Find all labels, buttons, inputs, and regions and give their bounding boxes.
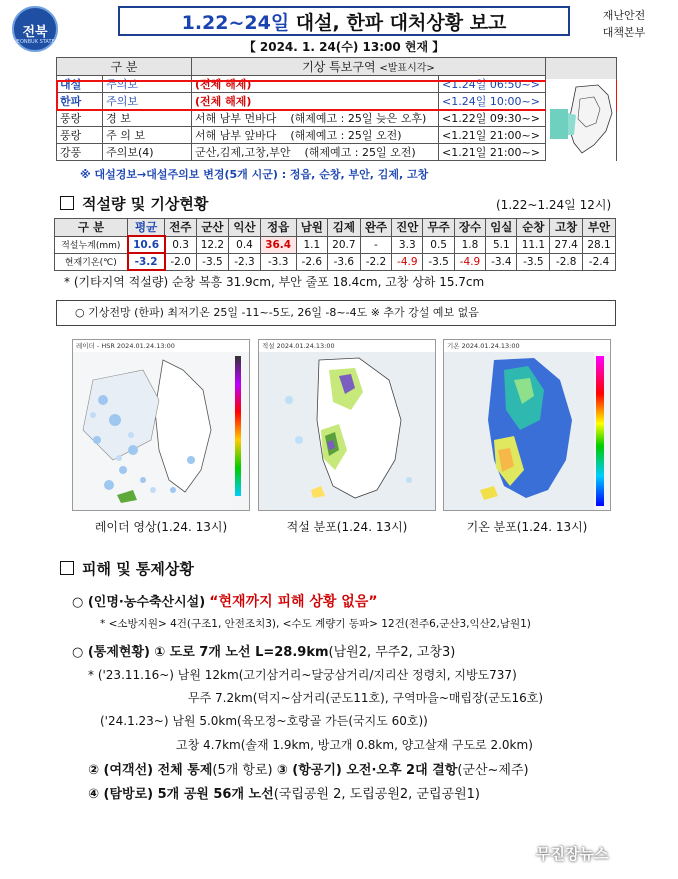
alert-level: 주의보 <box>103 93 192 110</box>
alert-time: <1.21일 21:00~> <box>439 144 546 161</box>
table-row <box>57 93 617 110</box>
alert-note: (해제예고 : 25일 오전) <box>304 146 416 159</box>
column-header: 부안 <box>583 219 616 237</box>
table-header-row <box>55 219 616 237</box>
table-cell: 27.4 <box>550 236 583 253</box>
agency-logo <box>12 6 58 52</box>
table-cell: 12.2 <box>196 236 229 253</box>
column-header: 구 분 <box>55 219 128 237</box>
row-label: 적설누계(mm) <box>55 236 128 253</box>
column-header: 평균 <box>128 219 165 237</box>
table-row <box>57 127 617 144</box>
alert-area <box>192 110 439 127</box>
image-label: 레이더 - HSR 2024.01.24.13:00 <box>73 340 249 352</box>
checkbox-square-icon <box>60 196 74 210</box>
column-header: 고창 <box>550 219 583 237</box>
alert-area <box>192 127 439 144</box>
snow-period: (1.22~1.24일 12시) <box>496 198 612 212</box>
table-row <box>57 76 617 93</box>
section-title: 적설량 및 기상현황 <box>82 195 209 213</box>
damage-status: “현재까지 피해 상황 없음” <box>209 594 378 610</box>
temperature-caption: 기온 분포(1.24. 13시) <box>466 520 588 534</box>
snowfall-distribution-image <box>258 339 436 511</box>
table-cell: 0.3 <box>165 236 196 253</box>
logo-text: 전북 <box>22 25 48 40</box>
table-cell: 1.1 <box>296 236 327 253</box>
road-closure-muju: 무주 7.2km(덕지~삼거리(군도11호), 구역마을~매립장(군도16호) <box>188 691 544 705</box>
radar-map-graphic <box>73 340 250 511</box>
alert-area-text: 서해 남부 앞바다 <box>195 129 277 142</box>
column-header: 남원 <box>296 219 327 237</box>
alert-type: 대설 <box>57 76 103 93</box>
watermark: 무진장뉴스 <box>536 845 609 863</box>
ferry-routes: (5개 항로) <box>212 763 273 778</box>
road-closure-gochang: 고창 4.7km(솔재 1.9km, 방고개 0.8km, 양고살재 구도로 2.0km) <box>176 738 533 752</box>
table-cell: 0.5 <box>423 236 454 253</box>
temperature-distribution-image <box>443 339 611 511</box>
alert-level: 주 의 보 <box>103 127 192 144</box>
column-header: 익산 <box>229 219 260 237</box>
alert-level: 주의보(4) <box>103 144 192 161</box>
snowfall-temperature-table <box>54 218 616 271</box>
table-cell: - <box>360 236 391 253</box>
section-damage-control <box>60 558 194 579</box>
title-dates: 1.22~24일 <box>181 12 290 34</box>
table-cell: 36.4 <box>260 236 296 253</box>
column-header: 김제 <box>327 219 360 237</box>
snowfall-caption: 적설 분포(1.24. 13시) <box>286 520 408 534</box>
alert-type: 풍랑 <box>57 127 103 144</box>
department-line1: 재난안전 <box>602 9 646 22</box>
table-cell: 5.1 <box>486 236 517 253</box>
alert-note: (해제예고 : 25일 오전) <box>290 129 402 142</box>
temperature-map-graphic <box>444 340 611 511</box>
table-row <box>57 110 617 127</box>
title-text: 대설, 한파 대처상황 보고 <box>289 12 507 34</box>
image-label: 적설 2024.01.24.13:00 <box>259 340 435 352</box>
column-header: 정읍 <box>260 219 296 237</box>
table-cell: 1.8 <box>454 236 485 253</box>
column-header: 임실 <box>486 219 517 237</box>
table-cell: -3.5 <box>517 253 550 270</box>
alert-region-map <box>546 79 616 161</box>
alert-time: <1.21일 21:00~> <box>439 127 546 144</box>
alert-time: <1.22일 09:30~> <box>439 110 546 127</box>
flight-status: ③ (항공기) 오전·오후 2대 결항 <box>276 763 458 778</box>
table-cell: 0.4 <box>229 236 260 253</box>
table-cell: -2.6 <box>296 253 327 270</box>
alert-time: <1.24일 10:00~> <box>439 93 546 110</box>
table-cell: -2.3 <box>229 253 260 270</box>
table-cell: 20.7 <box>327 236 360 253</box>
alert-type: 한파 <box>57 93 103 110</box>
column-header: 진안 <box>392 219 423 237</box>
logo-subtext: JEONBUK STATE <box>15 39 55 45</box>
report-title <box>118 6 570 36</box>
control-label: ○ (통제현황) <box>72 645 150 660</box>
alert-area-text: (전체 해제) <box>195 78 252 91</box>
table-cell: -3.3 <box>260 253 296 270</box>
column-header: 완주 <box>360 219 391 237</box>
row-label: 현재기온(℃) <box>55 253 128 270</box>
road-closure-namwon: * ('23.11.16~) 남원 12km(고기삼거리~달궁삼거리/지리산 정령치, 지방도737) <box>88 668 517 682</box>
weather-forecast-box: ○ 기상전망 (한파) 최저기온 25일 -11~-5도, 26일 -8~-4도 ※ 추가 강설 예보 없음 <box>56 300 616 326</box>
table-cell: -4.9 <box>392 253 423 270</box>
alert-area-text: 군산,김제,고창,부안 <box>195 146 291 159</box>
header-area-label: 기상 특보구역 <box>302 60 376 74</box>
table-cell: -2.4 <box>583 253 616 270</box>
trail-closure-summary: ④ (탐방로) 5개 공원 56개 노선 <box>88 787 274 802</box>
alert-area-text: 서해 남부 먼바다 <box>195 112 277 125</box>
damage-label: ○ (인명·농수축산시설) <box>72 595 206 610</box>
table-cell: -3.2 <box>128 253 165 270</box>
header-category: 구 분 <box>57 58 192 76</box>
section-title: 피해 및 통제상황 <box>82 560 194 578</box>
header-area <box>192 58 546 76</box>
table-cell: -2.0 <box>165 253 196 270</box>
column-header: 순창 <box>517 219 550 237</box>
alert-area <box>192 144 439 161</box>
alert-level: 경 보 <box>103 110 192 127</box>
table-cell: -2.8 <box>550 253 583 270</box>
table-cell: -2.2 <box>360 253 391 270</box>
table-cell: 11.1 <box>517 236 550 253</box>
table-cell: -3.5 <box>196 253 229 270</box>
table-row <box>57 144 617 161</box>
ferry-flight-line <box>88 759 529 778</box>
radar-image <box>72 339 250 511</box>
radar-caption: 레이더 영상(1.24. 13시) <box>94 520 228 534</box>
road-closure-namwon-2: ('24.1.23~) 남원 5.0km(육모정~호랑골 가든(국지도 60호)) <box>100 714 428 728</box>
alert-area <box>192 93 439 110</box>
table-cell: -3.6 <box>327 253 360 270</box>
department-line2: 대책본부 <box>602 26 646 39</box>
header-area-sub: <발표시각> <box>379 63 435 74</box>
flight-route: (군산~제주) <box>457 763 529 778</box>
table-cell: 28.1 <box>583 236 616 253</box>
alert-time: <1.24일 06:50~> <box>439 76 546 93</box>
table-cell: -3.4 <box>486 253 517 270</box>
alert-type: 강풍 <box>57 144 103 161</box>
table-cell: 3.3 <box>392 236 423 253</box>
alert-type: 풍랑 <box>57 110 103 127</box>
department <box>574 7 674 41</box>
image-label: 기온 2024.01.24.13:00 <box>444 340 610 352</box>
road-closure-summary: ① 도로 7개 노선 L=28.9km <box>154 645 329 660</box>
snowfall-map-graphic <box>259 340 436 511</box>
column-header: 전주 <box>165 219 196 237</box>
section-snow-weather <box>60 193 208 214</box>
column-header: 무주 <box>423 219 454 237</box>
road-closure-regions: (남원2, 무주2, 고창3) <box>328 645 456 660</box>
column-header: 장수 <box>454 219 485 237</box>
table-row <box>55 253 616 270</box>
ferry-status: ② (여객선) 전체 통제 <box>88 763 213 778</box>
alert-change-note: ※ 대설경보→대설주의보 변경(5개 시군) : 정읍, 순창, 부안, 김제, 고창 <box>80 168 429 181</box>
alert-note: (해제예고 : 25일 늦은 오후) <box>290 112 427 125</box>
damage-status-line <box>72 591 378 611</box>
column-header: 군산 <box>196 219 229 237</box>
weather-alert-table <box>56 57 617 161</box>
table-cell: -4.9 <box>454 253 485 270</box>
fire-water-support-line: * <소방지원> 4건(구조1, 안전조치3), <수도 계량기 동파> 12건(전주6,군산3,익산2,남원1) <box>100 618 531 630</box>
alert-level: 주의보 <box>103 76 192 93</box>
other-region-snowfall: * (기타지역 적설량) 순창 복흥 31.9cm, 부안 줄포 18.4cm, 고창 상하 15.7cm <box>64 275 485 289</box>
trail-closure-detail: (국립공원 2, 도립공원2, 군립공원1) <box>273 787 481 802</box>
report-datetime: 【 2024. 1. 24(수) 13:00 현재 】 <box>243 40 445 54</box>
table-header-row <box>57 58 617 76</box>
table-cell: 10.6 <box>128 236 165 253</box>
alert-area-text: (전체 해제) <box>195 95 252 108</box>
table-row <box>55 236 616 253</box>
trail-closure-line <box>88 783 480 802</box>
alert-area <box>192 76 439 93</box>
checkbox-square-icon <box>60 561 74 575</box>
control-status-line <box>72 641 455 660</box>
table-cell: -3.5 <box>423 253 454 270</box>
